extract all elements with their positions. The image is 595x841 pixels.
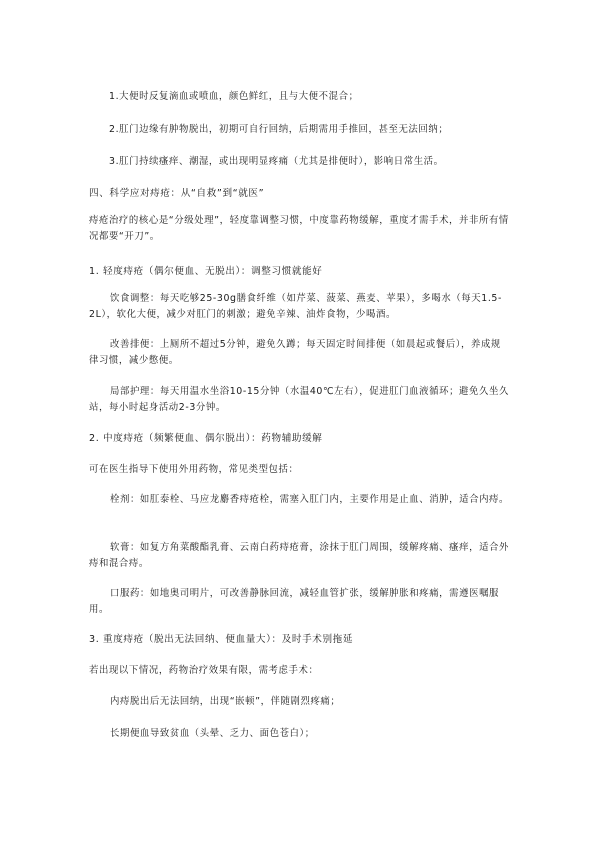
mild-local-care-paragraph: 局部护理：每天用温水坐浴10-15分钟（水温40℃左右），促进肛门血液循环；避免久坐久站，每小时起身活动2-3分钟。 xyxy=(89,386,509,413)
section-4-intro: 痔疮治疗的核心是“分级处理”，轻度靠调整习惯，中度靠药物缓解，重度才需手术，并非所有情况都要“开刀”。 xyxy=(89,215,509,242)
severe-case-1: 内痔脱出后无法回纳，出现“嵌顿”，伴随剧烈疼痛； xyxy=(110,696,341,707)
symptom-item-3: 3.肛门持续瘙痒、潮湿，或出现明显疼痛（尤其是排便时），影响日常生活。 xyxy=(109,156,444,167)
mild-defecation-paragraph: 改善排便：上厕所不超过5分钟，避免久蹲；每天固定时间排便（如晨起或餐后），养成规律习惯，减少憋便。 xyxy=(89,339,501,366)
symptom-item-1: 1.大便时反复滴血或喷血，颜色鲜红，且与大便不混合； xyxy=(109,91,359,102)
section-4-heading: 四、科学应对痔疮：从“自救”到“就医” xyxy=(89,188,265,199)
moderate-intro: 可在医生指导下使用外用药物，常见类型包括： xyxy=(89,464,299,475)
severe-case-2: 长期便血导致贫血（头晕、乏力、面色苍白）； xyxy=(110,728,315,739)
severe-heading: 3. 重度痔疮（脱出无法回纳、便血量大）：及时手术别拖延 xyxy=(89,634,354,645)
moderate-ointment-paragraph: 软膏：如复方角菜酸酯乳膏、云南白药痔疮膏，涂抹于肛门周围，缓解疼痛、瘙痒，适合外痔和混合痔。 xyxy=(89,542,510,569)
symptom-item-2: 2.肛门边缘有肿物脱出，初期可自行回纳，后期需用手推回，甚至无法回纳； xyxy=(109,124,449,135)
moderate-suppository-paragraph: 栓剂：如肛泰栓、马应龙麝香痔疮栓，需塞入肛门内，主要作用是止血、消肿，适合内痔。 xyxy=(110,494,510,505)
moderate-oral-paragraph: 口服药：如地奥司明片，可改善静脉回流，减轻血管扩张，缓解肿胀和疼痛，需遵医嘱服用。 xyxy=(89,588,500,615)
mild-diet-paragraph: 饮食调整：每天吃够25-30g膳食纤维（如芹菜、菠菜、燕麦、苹果），多喝水（每天1.5-2L），软化大便，减少对肛门的刺激；避免辛辣、油炸食物，少喝酒。 xyxy=(89,293,502,320)
moderate-heading: 2. 中度痔疮（频繁便血、偶尔脱出）：药物辅助缓解 xyxy=(89,433,323,444)
severe-intro: 若出现以下情况，药物治疗效果有限，需考虑手术： xyxy=(89,665,319,676)
mild-heading: 1. 轻度痔疮（偶尔便血、无脱出）：调整习惯就能好 xyxy=(89,266,323,277)
